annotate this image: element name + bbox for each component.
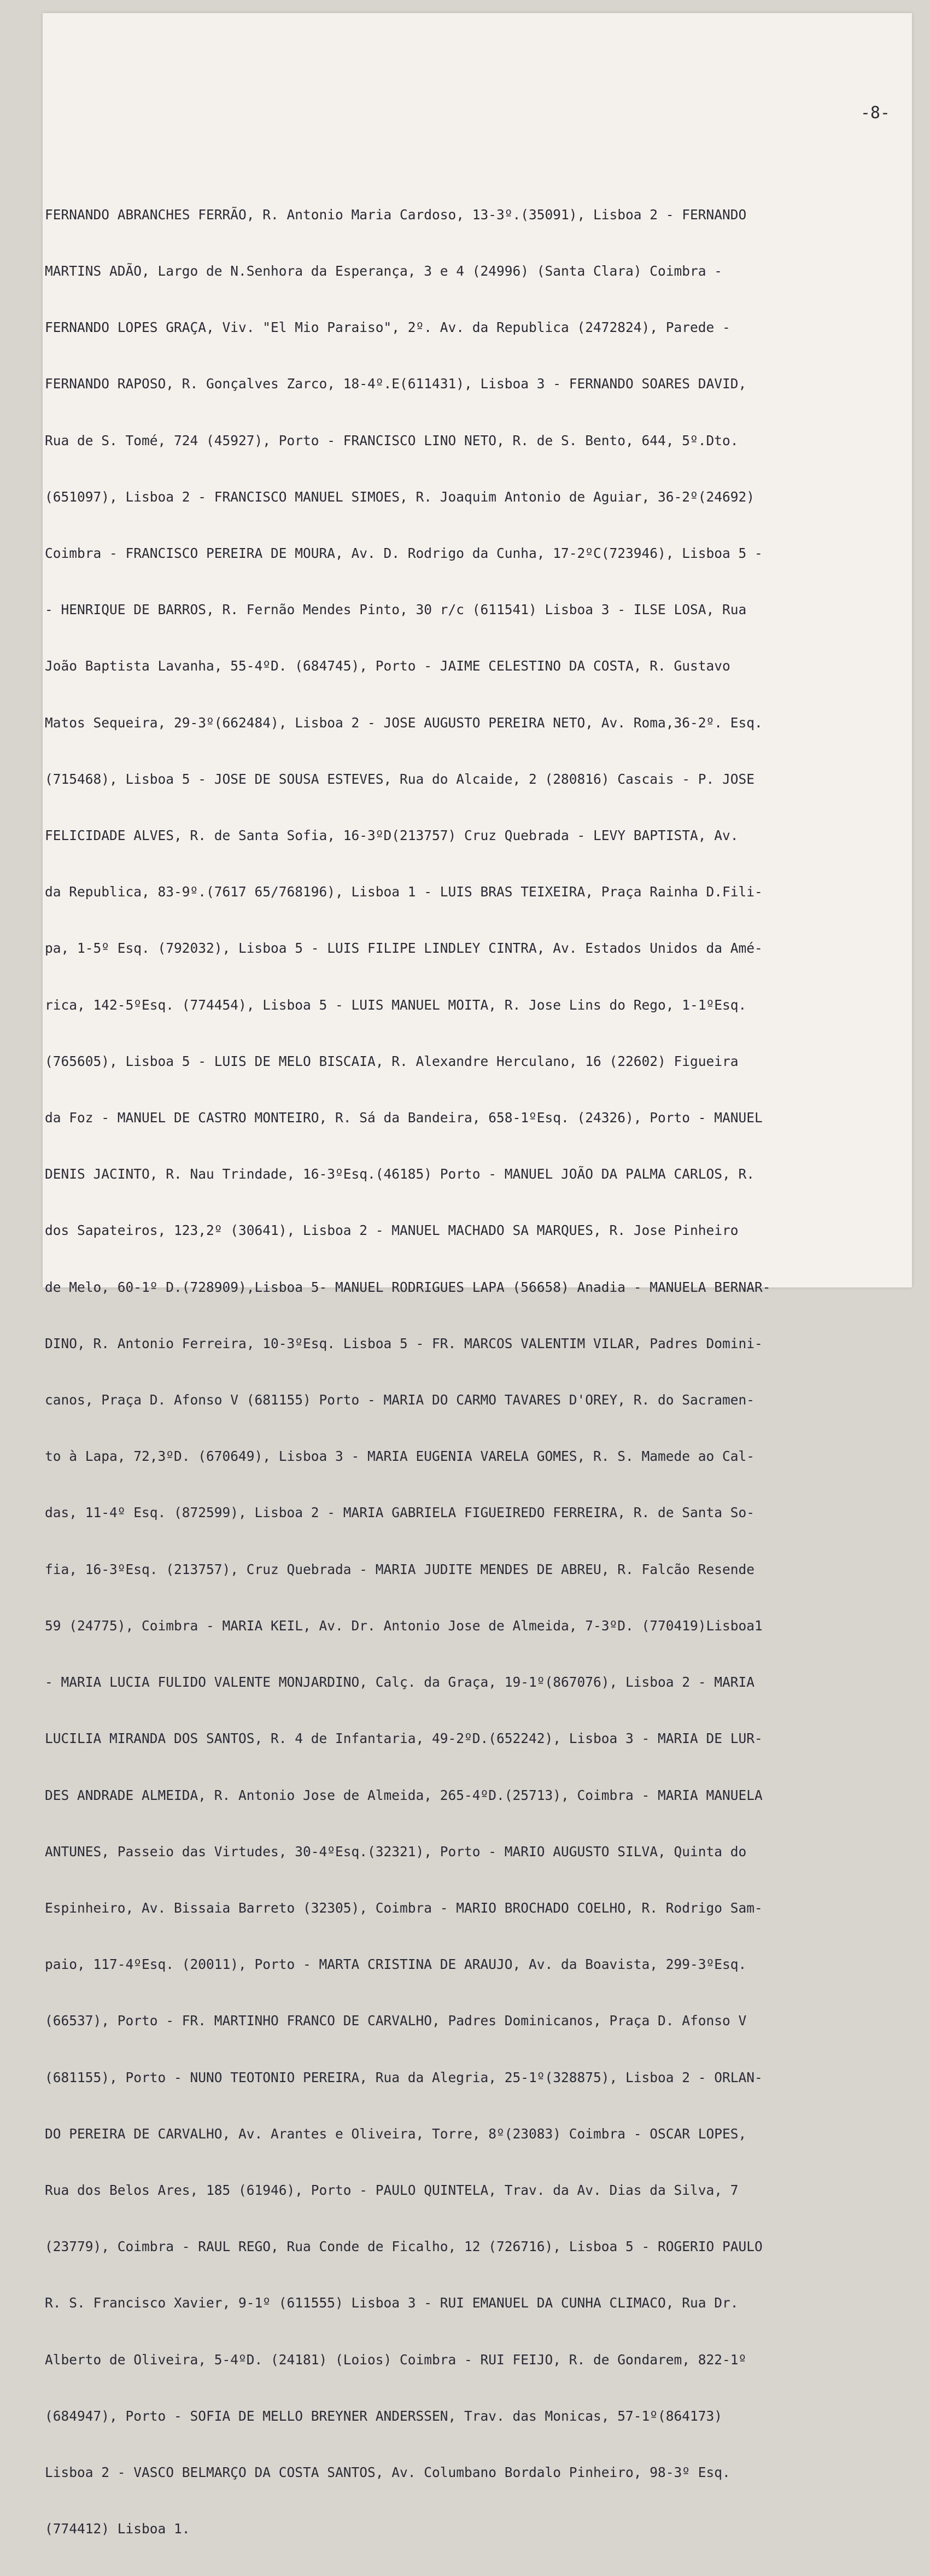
text-line: de Melo, 60-1º D.(728909),Lisboa 5- MANUEL RODRIGUES LAPA (56658) Anadia - MANUELA BERNAR- [45, 1279, 771, 1295]
text-line: Espinheiro, Av. Bissaia Barreto (32305), Coimbra - MARIO BROCHADO COELHO, R. Rodrigo Sam- [45, 1899, 763, 1916]
text-line: FERNANDO RAPOSO, R. Gonçalves Zarco, 18-4º.E(611431), Lisboa 3 - FERNANDO SOARES DAVID, [45, 376, 747, 392]
page-number: -8- [860, 103, 890, 123]
text-line: fia, 16-3ºEsq. (213757), Cruz Quebrada - MARIA JUDITE MENDES DE ABREU, R. Falcão Resende [45, 1561, 755, 1577]
text-line: canos, Praça D. Afonso V (681155) Porto - MARIA DO CARMO TAVARES D'OREY, R. do Sacramen- [45, 1392, 755, 1408]
text-line: MARTINS ADÃO, Largo de N.Senhora da Esperança, 3 e 4 (24996) (Santa Clara) Coimbra - [45, 263, 723, 279]
text-line: (66537), Porto - FR. MARTINHO FRANCO DE CARVALHO, Padres Dominicanos, Praça D. Afonso V [45, 2013, 747, 2029]
text-line: Rua dos Belos Ares, 185 (61946), Porto - PAULO QUINTELA, Trav. da Av. Dias da Silva, 7 [45, 2182, 739, 2198]
text-line: FERNANDO ABRANCHES FERRÃO, R. Antonio Maria Cardoso, 13-3º.(35091), Lisboa 2 - FERNANDO [45, 206, 747, 223]
text-line: Matos Sequeira, 29-3º(662484), Lisboa 2 - JOSE AUGUSTO PEREIRA NETO, Av. Roma,36-2º. Esq. [45, 714, 763, 731]
text-line: Lisboa 2 - VASCO BELMARÇO DA COSTA SANTOS, Av. Columbano Bordalo Pinheiro, 98-3º Esq. [45, 2464, 730, 2480]
text-line: to à Lapa, 72,3ºD. (670649), Lisboa 3 - MARIA EUGENIA VARELA GOMES, R. S. Mamede ao Cal- [45, 1448, 755, 1465]
text-line: (774412) Lisboa 1. [45, 2521, 190, 2537]
text-line: (681155), Porto - NUNO TEOTONIO PEREIRA, Rua da Alegria, 25-1º(328875), Lisboa 2 - ORLAN- [45, 2069, 763, 2085]
text-line: R. S. Francisco Xavier, 9-1º (611555) Lisboa 3 - RUI EMANUEL DA CUNHA CLIMACO, Rua Dr. [45, 2295, 739, 2311]
text-line: (651097), Lisboa 2 - FRANCISCO MANUEL SIMOES, R. Joaquim Antonio de Aguiar, 36-2º(24692) [45, 488, 755, 505]
text-line: Rua de S. Tomé, 724 (45927), Porto - FRANCISCO LINO NETO, R. de S. Bento, 644, 5º.Dto. [45, 432, 739, 448]
text-line: - HENRIQUE DE BARROS, R. Fernão Mendes Pinto, 30 r/c (611541) Lisboa 3 - ILSE LOSA, Rua [45, 602, 747, 618]
text-line: DO PEREIRA DE CARVALHO, Av. Arantes e Oliveira, Torre, 8º(23083) Coimbra - OSCAR LOPES, [45, 2125, 747, 2142]
text-line: Alberto de Oliveira, 5-4ºD. (24181) (Loios) Coimbra - RUI FEIJO, R. de Gondarem, 822-1º [45, 2351, 747, 2368]
text-line: DINO, R. Antonio Ferreira, 10-3ºEsq. Lisboa 5 - FR. MARCOS VALENTIM VILAR, Padres Domini- [45, 1335, 763, 1351]
text-line: Coimbra - FRANCISCO PEREIRA DE MOURA, Av. D. Rodrigo da Cunha, 17-2ºC(723946), Lisboa 5 - [45, 545, 763, 562]
text-line: da Foz - MANUEL DE CASTRO MONTEIRO, R. Sá da Bandeira, 658-1ºEsq. (24326), Porto - MANUEL [45, 1110, 763, 1126]
text-line: (684947), Porto - SOFIA DE MELLO BREYNER ANDERSSEN, Trav. das Monicas, 57-1º(864173) [45, 2408, 723, 2424]
text-line: ANTUNES, Passeio das Virtudes, 30-4ºEsq.(32321), Porto - MARIO AUGUSTO SILVA, Quinta do [45, 1843, 747, 1860]
text-line: (23779), Coimbra - RAUL REGO, Rua Conde de Ficalho, 12 (726716), Lisboa 5 - ROGERIO PAULO [45, 2239, 763, 2255]
text-line: paio, 117-4ºEsq. (20011), Porto - MARTA CRISTINA DE ARAUJO, Av. da Boavista, 299-3ºEsq. [45, 1956, 747, 1973]
text-line: DES ANDRADE ALMEIDA, R. Antonio Jose de Almeida, 265-4ºD.(25713), Coimbra - MARIA MANUELA [45, 1787, 763, 1803]
text-line: da Republica, 83-9º.(7617 65/768196), Lisboa 1 - LUIS BRAS TEIXEIRA, Praça Rainha D.Fili- [45, 884, 763, 900]
text-line: LUCILIA MIRANDA DOS SANTOS, R. 4 de Infantaria, 49-2ºD.(652242), Lisboa 3 - MARIA DE LUR- [45, 1730, 763, 1747]
text-line: FERNANDO LOPES GRAÇA, Viv. "El Mio Paraiso", 2º. Av. da Republica (2472824), Parede - [45, 319, 730, 336]
text-line: 59 (24775), Coimbra - MARIA KEIL, Av. Dr. Antonio Jose de Almeida, 7-3ºD. (770419)Lisboa1 [45, 1617, 763, 1634]
text-line: pa, 1-5º Esq. (792032), Lisboa 5 - LUIS FILIPE LINDLEY CINTRA, Av. Estados Unidos da Amé- [45, 940, 763, 957]
text-line: FELICIDADE ALVES, R. de Santa Sofia, 16-3ºD(213757) Cruz Quebrada - LEVY BAPTISTA, Av. [45, 827, 739, 844]
text-line: - MARIA LUCIA FULIDO VALENTE MONJARDINO, Calç. da Graça, 19-1º(867076), Lisboa 2 - MARIA [45, 1674, 755, 1691]
text-line: das, 11-4º Esq. (872599), Lisboa 2 - MARIA GABRIELA FIGUEIREDO FERREIRA, R. de Santa So- [45, 1505, 755, 1521]
document-page [43, 13, 912, 2537]
text-line: DENIS JACINTO, R. Nau Trindade, 16-3ºEsq.(46185) Porto - MANUEL JOÃO DA PALMA CARLOS, R. [45, 1166, 755, 1182]
text-line: (715468), Lisboa 5 - JOSE DE SOUSA ESTEVES, Rua do Alcaide, 2 (280816) Cascais - P. JOSE [45, 771, 755, 787]
text-line: dos Sapateiros, 123,2º (30641), Lisboa 2 - MANUEL MACHADO SA MARQUES, R. Jose Pinheiro [45, 1222, 739, 1239]
text-line: João Baptista Lavanha, 55-4ºD. (684745), Porto - JAIME CELESTINO DA COSTA, R. Gustavo [45, 658, 730, 674]
address-list-text [45, 168, 903, 2576]
text-line: rica, 142-5ºEsq. (774454), Lisboa 5 - LUIS MANUEL MOITA, R. Jose Lins do Rego, 1-1ºEsq. [45, 996, 747, 1013]
text-line: (765605), Lisboa 5 - LUIS DE MELO BISCAIA, R. Alexandre Herculano, 16 (22602) Figueira [45, 1053, 739, 1069]
